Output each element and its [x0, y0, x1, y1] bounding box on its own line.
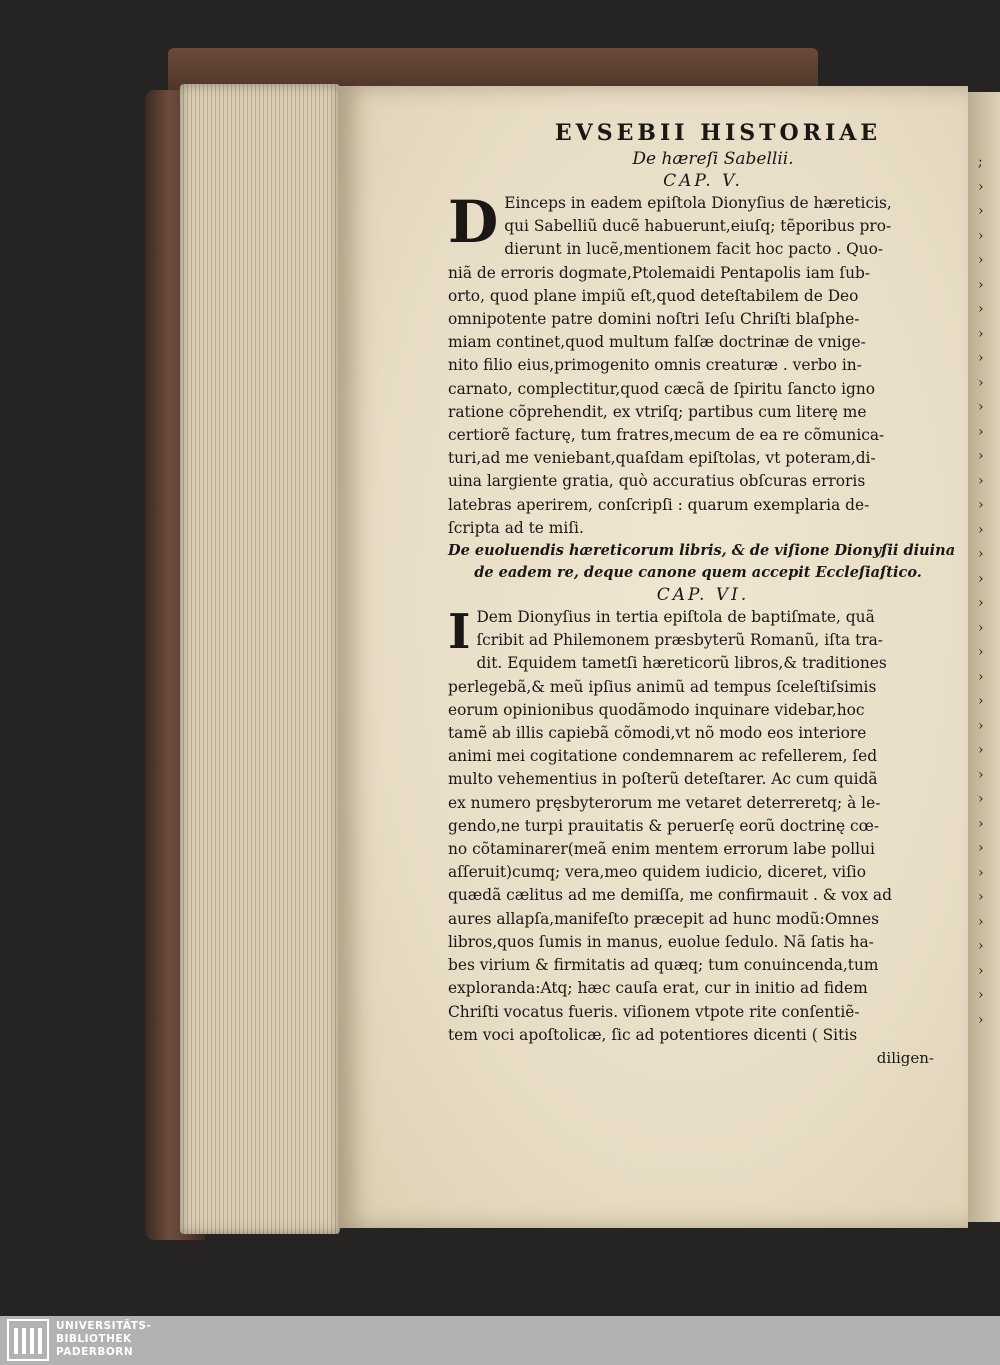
- text-line: dit. Equidem tametſi hæreticorũ libros,& traditiones: [476, 654, 887, 673]
- library-name-line: UNIVERSITÄTS-: [56, 1320, 152, 1332]
- text-line: aſſeruit)cumq; vera,meo quidem iudicio, diceret, viſio: [448, 863, 866, 882]
- text-line: libros,quos ſumis in manus, euolue ſedulo. Nã ſatis ha-: [448, 932, 874, 951]
- text-line: tem voci apoſtolicæ, ſic ad potentiores dicenti ( Sitis: [448, 1025, 858, 1044]
- text-line: bes virium & firmitatis ad quæq; tum conuincenda,tum: [448, 956, 879, 975]
- library-name-line: PADERBORN: [56, 1346, 134, 1358]
- page-edges: [180, 84, 340, 1234]
- text-line: aures allapſa,manifeſto præcepit ad hunc modũ:Omnes: [448, 909, 879, 928]
- text-line: Chriſti vocatus fueris. viſionem vtpote rite conſentiẽ-: [448, 1002, 860, 1021]
- text-line: no cõtaminarer(meã enim mentem errorum labe pollui: [448, 840, 875, 859]
- text-line: gendo,ne turpi prauitatis & peruerſę eorũ doctrinę cœ-: [448, 816, 880, 835]
- facing-page-marks: ; › › › › › › › › › › › › › › › › › › › › › › › › › › › › › › › › › › ›: [978, 154, 984, 1028]
- chapter-heading-2: CAP. VI.: [656, 585, 750, 606]
- chapter-heading: CAP. V.: [663, 171, 743, 191]
- text-line: ſcripta ad te miſi.: [448, 518, 584, 537]
- text-line: eorum opinionibus quodãmodo inquinare videbar,hoc: [448, 700, 865, 719]
- paragraph-1: [448, 188, 948, 540]
- text-line: animi mei cogitatione condemnarem ac refellerem, ſed: [448, 747, 878, 766]
- section-heading-line: de eadem re, deque canone quem accepit Eccleſiaſtico.: [474, 564, 922, 582]
- text-line: turi,ad me veniebant,quaſdam epiſtolas, vt poteram,di-: [448, 449, 876, 468]
- text-line: multo vehementius in poſterũ deteſtarer. Ac cum quidã: [448, 770, 878, 789]
- text-line: quædã cælitus ad me demiſſa, me confirmauit . & vox ad: [448, 886, 892, 905]
- section-subtitle: De hæreſi Sabellii.: [632, 149, 794, 169]
- text-line: omnipotente patre domini noſtri Ieſu Chriſti blaſphe-: [448, 310, 860, 329]
- section-heading-line: De euoluendis hæreticorum libris, & de viſione Dionyſii diuina: [448, 542, 956, 560]
- text-line: latebras aperirem, conſcripſi : quarum exemplaria de-: [448, 495, 870, 514]
- drop-cap: D: [448, 188, 499, 256]
- text-line: ex numero pręsbyterorum me vetaret deterreretq; à le-: [448, 793, 881, 812]
- text-line: dierunt in lucẽ,mentionem facit hoc pacto . Quo-: [504, 240, 884, 259]
- text-line: certiorẽ facturę, tum fratres,mecum de ea re cõmunica-: [448, 426, 885, 445]
- page-text: [448, 118, 956, 1069]
- text-line: orto, quod plane impiũ eſt,quod deteſtabilem de Deo: [448, 286, 859, 305]
- text-line: nito filio eius,primogenito omnis creaturæ . verbo in-: [448, 356, 862, 375]
- text-line: Einceps in eadem epiſtola Dionyſius de hæreticis,: [504, 194, 892, 212]
- text-line: ratione cõprehendit, ex vtriſq; partibus cum literę me: [448, 402, 867, 421]
- drop-cap: I: [448, 604, 471, 661]
- text-line: uina largiente gratia, quò accuratius obſcuras erroris: [448, 472, 866, 491]
- text-line: qui Sabelliũ ducẽ habuerunt,eiuſq; tẽporibus pro-: [504, 217, 892, 236]
- text-line: tamẽ ab illis capiebã cõmodi,vt nõ modo eos interiore: [448, 724, 867, 743]
- text-line: miam continet,quod multum falſæ doctrinæ de vnige-: [448, 333, 866, 352]
- text-line: perlegebã,& meũ ipſius animũ ad tempus ſceleſtiſsimis: [448, 677, 877, 696]
- text-line: Dem Dionyſius in tertia epiſtola de baptiſmate, quã: [476, 608, 875, 627]
- library-name-line: BIBLIOTHEK: [56, 1333, 132, 1345]
- text-line: exploranda:Atq; hæc cauſa erat, cur in initio ad fidem: [448, 979, 868, 998]
- paragraph-2: [448, 606, 948, 1047]
- library-logo-icon: [6, 1318, 50, 1362]
- catchword: diligen-: [876, 1048, 934, 1067]
- text-line: ſcribit ad Philemonem præsbyterũ Romanũ, iſta tra-: [476, 631, 884, 650]
- text-line: niã de erroris dogmate,Ptolemaidi Pentapolis iam ſub-: [448, 263, 871, 282]
- text-line: carnato, complectitur,quod cæcã de ſpiritu ſancto igno: [448, 379, 876, 398]
- library-name: [56, 1320, 151, 1359]
- running-title: EVSEBII HISTORIAE: [554, 120, 882, 146]
